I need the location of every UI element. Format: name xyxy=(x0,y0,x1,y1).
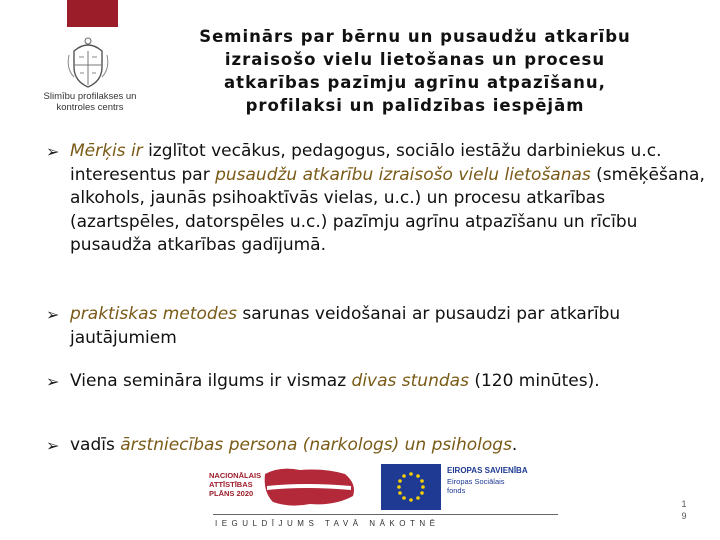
arrow-bullet-icon: ➢ xyxy=(46,305,60,324)
logo-org-name xyxy=(30,91,150,113)
coat-of-arms-icon xyxy=(66,35,110,89)
methods-text: sarunas veidošanai ar pusaudzi par atkarību jautājumiem xyxy=(70,304,621,348)
nap-2020-logo xyxy=(205,462,365,512)
eu-sub-line2: fonds xyxy=(447,486,466,495)
goal-text-2: (smēķēšana, alkohols, jaunās psihoaktīvās vielas, u.c.) un procesu atkarības (azartspēles, datorspēles u.c.) pazīmju agrīnu atpazīšanu un rīcību pusaudža atkarības gadījumā. xyxy=(70,164,705,255)
title-line4: profilaksi un palīdzības iespējām xyxy=(245,96,585,115)
logo-text-line2: kontroles centrs xyxy=(56,102,124,113)
nap-line1: NACIONĀLAIS xyxy=(209,471,262,480)
eu-esf-logo xyxy=(381,464,556,510)
nap-text xyxy=(209,471,261,498)
corner-accent-bar xyxy=(67,0,118,27)
eu-sub-line1: Eiropas Sociālais xyxy=(447,477,505,486)
goal-highlight: pusaudžu atkarību izraisošo vielu lietošanas xyxy=(215,164,591,185)
footer-divider xyxy=(213,514,558,515)
lecturers-text-1: vadīs xyxy=(70,435,121,455)
invest-slogan: IEGULDĪJUMS TAVĀ NĀKOTNĒ xyxy=(215,519,440,528)
eu-stars-icon xyxy=(381,464,441,510)
page-number-digit1: 1 xyxy=(681,499,687,509)
footer-logos xyxy=(205,462,555,512)
goal-label: Mērķis ir xyxy=(70,141,143,161)
page-number xyxy=(678,498,690,522)
nap-line3: PLĀNS 2020 xyxy=(209,489,254,498)
bullet-methods xyxy=(46,303,706,350)
arrow-bullet-icon: ➢ xyxy=(46,142,60,161)
logo-text-line1: Slimību profilakses un xyxy=(43,91,137,102)
eu-title: EIROPAS SAVIENĪBA xyxy=(447,466,528,475)
lecturers-highlight: ārstniecības persona (narkologs) un psihologs xyxy=(120,435,512,455)
bullet-goal xyxy=(46,140,706,258)
duration-highlight: divas stundas xyxy=(351,371,469,391)
spkc-logo xyxy=(30,35,150,125)
eu-flag-icon xyxy=(381,464,441,510)
arrow-bullet-icon: ➢ xyxy=(46,436,60,455)
eu-text xyxy=(447,466,528,495)
title-line2: izraisošo vielu lietošanas un procesu xyxy=(224,50,606,69)
page-number-digit2: 9 xyxy=(681,511,687,521)
nap-line2: ATTĪSTĪBAS xyxy=(209,480,253,489)
lecturers-text-2: . xyxy=(511,435,518,455)
title-line3: atkarības pazīmju agrīnu atpazīšanu, xyxy=(224,73,606,92)
arrow-bullet-icon: ➢ xyxy=(46,372,60,391)
bullet-lecturers xyxy=(46,434,517,458)
goal-text-1: izglītot vecākus, pedagogus, sociālo iestāžu darbiniekus u.c. interesentus par xyxy=(70,141,662,185)
methods-highlight: praktiskas metodes xyxy=(70,304,238,324)
duration-text-2: (120 minūtes). xyxy=(468,371,600,391)
title-line1: Seminārs par bērnu un pusaudžu atkarību xyxy=(199,27,631,46)
duration-text-1: Viena semināra ilgums ir vismaz xyxy=(70,371,352,391)
bullet-duration xyxy=(46,370,600,394)
slide-title xyxy=(165,25,665,117)
